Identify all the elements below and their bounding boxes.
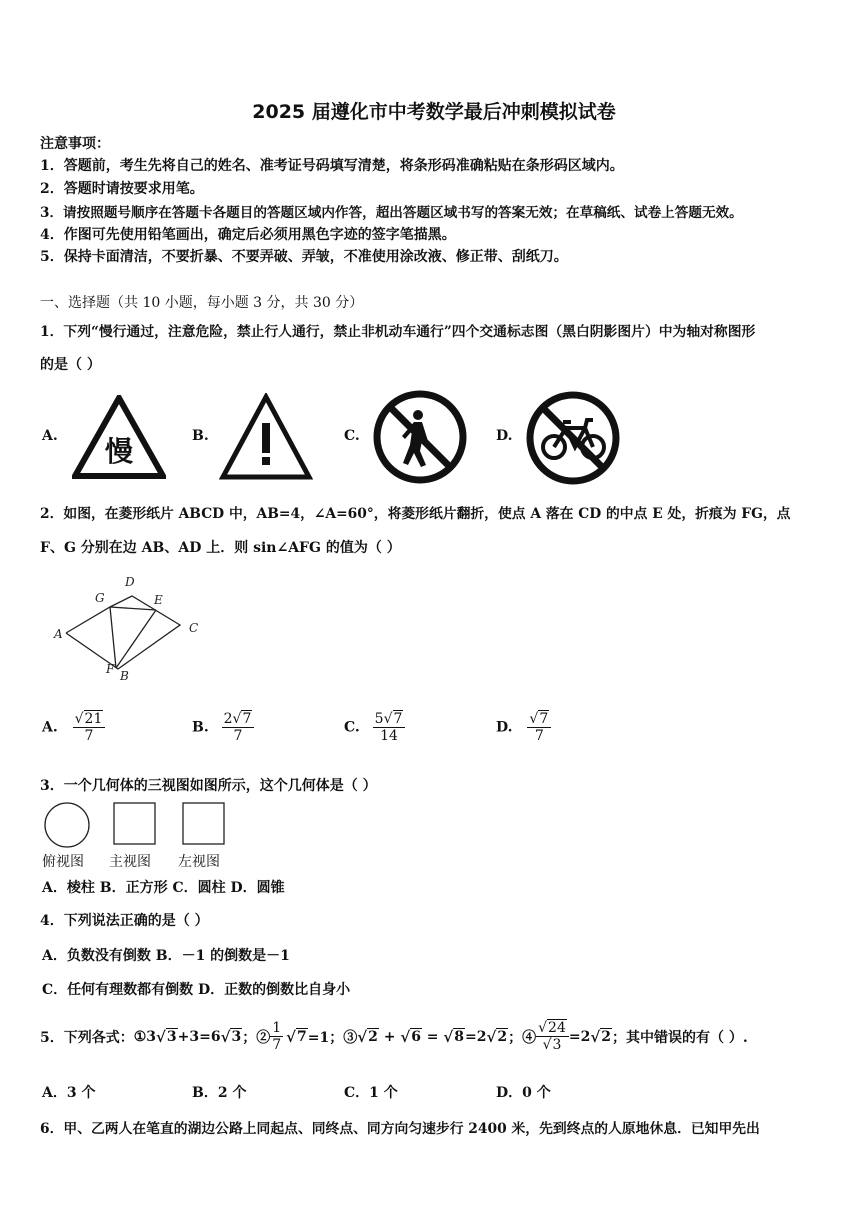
page-title: 2025 届遵化市中考数学最后冲刺模拟试卷 [252,101,616,123]
q2-c-coef: 5 [374,711,384,727]
top-view-label: 俯视图 [42,854,84,870]
q5-sep: ；④ [508,1029,537,1046]
q5-option-d: D．0 个 [496,1085,551,1101]
question-3-options: A．棱柱 B．正方形 C．圆柱 D．圆锥 [42,880,285,896]
q5-op: =2 [465,1028,487,1045]
q5-radicand: 8 [454,1029,465,1045]
question-2-text: F、G 分别在边 AB、AD 上．则 sin∠AFG 的值为（ ） [40,540,401,556]
front-view-label: 主视图 [109,854,151,870]
q5-expr-1: ①3 [133,1028,157,1045]
q2-option-c [344,711,405,744]
q2-a-denominator: 7 [84,728,94,744]
q5-radicand: 2 [497,1029,508,1045]
slow-sign-text: 慢 [104,435,134,468]
notice-item: 2．答题时请按要求用笔。 [40,181,204,197]
question-1-text: 的是（ ） [40,357,101,373]
q2-a-numerator: 21 [84,711,103,727]
warning-sign-icon [219,393,313,481]
question-4-options: C．任何有理数都有倒数 D．正数的倒数比自身小 [42,982,351,998]
three-views-figure [42,801,232,849]
q2-option-d [496,711,551,744]
q2-option-d-label: D. [496,719,513,736]
q2-option-a [42,711,105,744]
q5-prefix: 5．下列各式： [40,1029,134,1046]
question-5-text: 5．下列各式： ①3 √ 3 +3=6 √ 3 ；② $\frac{1}{7}$ √ 7 =1；③ √ 2 + √ 6 = √ 8 =2 √ 2 ；④ $\frac{√24}{√3}$ =2 √ 2 ；其中错误的有（ ）. [40,1020,748,1053]
q5-frac-den: 7 [272,1037,282,1053]
q2-option-c-fraction: $\frac{5√7}{14}$ [373,711,406,744]
q5-frac4-den: 3 [552,1037,562,1053]
q5-frac4-num: 24 [548,1020,566,1036]
q5-radicand: 3 [231,1029,242,1045]
question-3-text: 3．一个几何体的三视图如图所示，这个几何体是（ ） [40,778,377,794]
question-2-text: 2．如图，在菱形纸片 ABCD 中，AB=4，∠A=60°，将菱形纸片翻折，使点 A 落在 CD 的中点 E 处，折痕为 FG，点 [40,506,791,522]
q5-sep: ；② [242,1029,271,1046]
no-pedestrian-sign-icon [372,389,468,485]
notice-item: 4．作图可先使用铅笔画出，确定后必须用黑色字迹的签字笔描黑。 [40,227,456,243]
q2-b-coef: 2 [223,711,233,727]
q2-option-a-fraction: $\frac{√21}{7}$ [73,711,106,744]
question-4-text: 4．下列说法正确的是（ ） [40,913,209,929]
q5-radicand: 2 [601,1029,611,1045]
point-f-label: F [106,662,115,676]
q5-radicand: 6 [411,1029,421,1045]
point-g-label: G [95,591,105,605]
q2-option-b-fraction: $\frac{2√7}{7}$ [222,711,255,744]
rhombus-figure [50,574,210,684]
q5-op: =2 [568,1028,591,1045]
q5-suffix: ；其中错误的有（ ）. [611,1029,748,1046]
q5-radicand: 7 [297,1029,307,1045]
point-d-label: D [125,575,135,589]
question-4-options: A．负数没有倒数 B．－1 的倒数是－1 [42,948,290,964]
section-heading: 一、选择题（共 10 小题，每小题 3 分，共 30 分） [40,295,364,311]
option-b-label: B. [192,428,209,444]
q2-c-numerator: 7 [393,711,403,727]
q2-d-numerator: 7 [539,711,549,727]
q2-option-c-label: C. [344,719,360,736]
notice-item: 5．保持卡面清洁，不要折暴、不要弄破、弄皱，不准使用涂改液、修正带、刮纸刀。 [40,249,568,265]
q2-option-b [192,711,254,744]
q2-b-denominator: 7 [233,728,243,744]
option-d-label: D. [496,428,513,444]
q5-option-a: A．3 个 [42,1085,96,1101]
point-e-label: E [154,593,163,607]
q5-option-b: B．2 个 [192,1085,247,1101]
option-a-label: A. [42,428,58,444]
q5-option-c: C．1 个 [344,1085,398,1101]
question-6-text: 6．甲、乙两人在笔直的湖边公路上同起点、同终点、同方向匀速步行 2400 米，先到终点的人原地休息．已知甲先出 [40,1121,760,1137]
notice-item: 3．请按照题号顺序在答题卡各题目的答题区域内作答，超出答题区域书写的答案无效；在草稿纸、试卷上答题无效。 [40,205,743,221]
side-view-label: 左视图 [178,854,220,870]
q5-fraction-1 [270,1020,283,1053]
no-bicycle-sign-icon [525,390,621,486]
q2-b-numerator: 7 [242,711,252,727]
q2-option-b-label: B. [192,719,209,736]
q2-option-d-fraction: $\frac{√7}{7}$ [527,711,551,744]
q5-expr-1b: +3=6 [177,1028,221,1045]
q5-radicand: 3 [166,1029,177,1045]
q2-option-a-label: A. [42,719,58,736]
point-c-label: C [189,621,199,635]
notice-item: 1．答题前，考生先将自己的姓名、准考证号码填写清楚，将条形码准确粘贴在条形码区域内。 [40,158,624,174]
point-b-label: B [120,669,129,683]
q5-radicand: 2 [368,1029,378,1045]
q5-fraction-4: $\frac{√24}{√3}$ [536,1020,569,1053]
slow-sign-icon [72,395,166,479]
q5-expr-2b: =1；③ [307,1029,358,1046]
point-a-label: A [54,627,63,641]
q5-op: = [421,1028,444,1045]
notice-heading: 注意事项： [40,136,110,152]
question-1-text: 1．下列“慢行通过，注意危险，禁止行人通行，禁止非机动车通行”四个交通标志图（黑白阴影图片）中为轴对称图形 [40,324,756,340]
option-c-label: C. [344,428,360,444]
q5-op: + [378,1028,401,1045]
q5-frac-num: 1 [272,1020,282,1036]
q2-c-denominator: 14 [380,728,398,744]
q2-d-denominator: 7 [534,728,544,744]
